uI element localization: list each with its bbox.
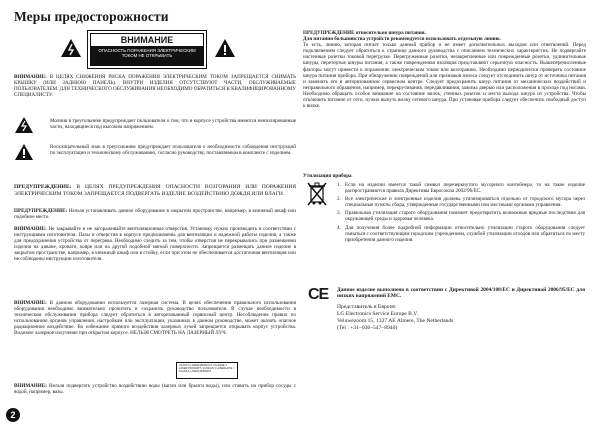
warning-box-body: ОПАСНОСТЬ ПОРАЖЕНИЯ ЭЛЕКТРИЧЕСКИМ ТОКОМ НЕ ОТКРЫВАТЬ	[90, 47, 204, 66]
water-text: Нельзя подвергать устройство воздействию воды (капли или брызги воды), или ставить на прибор сосуды с водой, например, вазы.	[14, 383, 296, 396]
rep-company: LG Electronics Service Europe B.V.	[337, 311, 418, 317]
laser-label: ВНИМАНИЕ:	[14, 300, 47, 306]
list-item-text: Для получения более подробной информации относительно утилизации старого оборудования следует связаться с соответствующим городским учреждением, службой утилизации отходов или обратиться по месту приобретения данного изделия.	[345, 224, 585, 243]
power-cord-paragraph	[303, 30, 586, 109]
warning2-label: ПРЕДУПРЕЖДЕНИЕ:	[14, 208, 68, 214]
ventilation-paragraph	[14, 226, 296, 263]
rep-title: Представитель в Европе:	[337, 304, 397, 310]
warning-label: ПРЕДУПРЕЖДЕНИЕ:	[14, 184, 72, 190]
water-label: ВНИМАНИЕ:	[14, 383, 47, 389]
representative-block	[337, 304, 585, 332]
list-item: 1. Если на изделии имеется такой символ перечеркнутого мусорного контейнера, то на такое изделие распространяются правила Директивы Евросоюза 2002/96/EC.	[337, 182, 585, 195]
warning-box	[87, 30, 207, 69]
water-paragraph	[14, 383, 296, 395]
list-item: 3. Правильная утилизация старого оборудования поможет предотвратить возможные вредные последствия для окружающей среды и здоровья человека.	[337, 210, 585, 223]
exclamation-triangle-icon	[214, 38, 236, 58]
disposal-list	[337, 182, 585, 245]
rep-address: Veluwezoom 15, 1327 AE Almere, The Netherlands	[337, 318, 454, 324]
attention-text: В ЦЕЛЯХ СНИЖЕНИЯ РИСКА ПОРАЖЕНИЯ ЭЛЕКТРИЧЕСКИМ ТОКОМ ЗАПРЕЩАЕТСЯ СНИМАТЬ КРЫШКУ (ИЛИ ЗАДНЮЮ ПАНЕЛЬ). ВНУТРИ ИЗДЕЛИЯ ОТСУТСТВУЮТ ЧАСТИ, ОБСЛУЖИВАЕМЫЕ ПОЛЬЗОВАТЕЛЕМ. ДЛЯ ТЕХНИЧЕСКОГО ОБСЛУЖИВАНИЯ НЕОБХОДИМО ОБРАТИТЬСЯ К КВАЛИФИЦИРОВАННОМУ СПЕЦИАЛИСТУ.	[14, 74, 296, 99]
lightning-triangle-icon	[60, 38, 82, 58]
rep-phone: (Tel : +31–036–547–8940)	[337, 325, 398, 331]
lightning-paragraph: Молния в треугольнике предупреждает пользователя о том, что в корпусе устройства имеются неизолированные части, находящиеся под высоким напряжением.	[50, 118, 296, 131]
ventilation-text: Не закрывайте и не загораживайте вентиляционные отверстия. Установку нужно производить в соответствии с инструкциями изготовителя. Пазы и отверстия в корпусе предназначены для вентиляции и надежной работы изделия, а также для предохранения устройства от перегрева. Необходимо следить за тем, чтобы отверстия не перекрывались при размещении изделия на диване, кровати, ковре или на другой подобной мягкой поверхности. Запрещается размещать данное изделие в закрытом пространстве, например, в книжный шкаф или в стойку, если при этом не обеспечивается достаточная вентиляция или не соблюдены инструкции изготовителя.	[14, 226, 296, 263]
page-number: 2	[6, 408, 20, 422]
lightning-triangle-icon-small	[14, 116, 34, 134]
warning-text: В ЦЕЛЯХ ПРЕДУПРЕЖДЕНИЯ ОПАСНОСТИ ВОЗГОРАНИЯ ИЛИ ПОРАЖЕНИЯ ЭЛЕКТРИЧЕСКИМ ТОКОМ ЗАПРЕЩАЕТСЯ ПОДВЕРГАТЬ ИЗДЕЛИЕ ВОЗДЕЙСТВИЮ ДОЖДЯ ИЛИ ВЛАГИ.	[14, 184, 297, 197]
list-item-text: Правильная утилизация старого оборудования поможет предотвратить возможные вредные последствия для окружающей среды и здоровья человека.	[345, 210, 585, 223]
list-item: 4. Для получения более подробной информации относительно утилизации старого оборудования следует связаться с соответствующим городским учреждением, службой утилизации отходов или обратиться по месту приобретения данного изделия.	[337, 224, 585, 243]
power-cord-label: ПРЕДУПРЕЖДЕНИЕ относительно шнура питания.	[303, 30, 426, 36]
list-item-text: Если на изделии имеется такой символ перечеркнутого мусорного контейнера, то на такое изделие распространяются правила Директивы Евросоюза 2002/96/EC.	[345, 182, 585, 195]
laser-paragraph	[14, 300, 296, 337]
warning2-text: Нельзя устанавливать данное оборудование в закрытом пространстве, например, в книжный шкаф или подобное место.	[14, 208, 296, 221]
disposal-title: Утилизация прибора	[303, 173, 352, 179]
warning-paragraph	[14, 184, 296, 197]
ventilation-label: ВНИМАНИЕ:	[14, 226, 47, 232]
list-item: 2. Все электрические и электронные изделия должны утилизироваться отдельно от городского мусора через специальные пункты сбора, утвержденные государственными или местными органами управления.	[337, 196, 585, 209]
page-title: Меры предосторожности	[14, 9, 169, 24]
exclaim-paragraph: Восклицательный знак в треугольнике предупреждает пользователя о необходимости соблюдения инструкций по эксплуатации и техническому обслуживанию, согласно руководству, поставляемым в комплекте с изделием.	[50, 144, 296, 157]
power-cord-sub: Для питания большинства устройств рекомендуется использовать отдельную линию.	[303, 36, 501, 43]
exclamation-triangle-icon-small	[14, 143, 34, 161]
power-cord-text: То есть, линию, которая питает только данный прибор и не имеет дополнительных выходов или ответвлений. Перед подключением следует обратиться к странице данного руководства с описанием технических характеристик. Не подвергайте настенные розетки токовой перегрузке. Перегруженные розетки, незакрепленные или поврежденные розетки, удлинительные шнуры, перетертые шнуры питания, а также поврежденная изоляция представляют серьезную опасность. Вышеперечисленные факторы могут привести к поражению электрическим током или возгоранию. Необходимо периодически проверять состояние шнура питания прибора. При обнаружении повреждений или признаков износа следует отсоединить шнур от источника питания и заменить его в авторизованном сервисном центре. Следует предохранить шнур питания от механических воздействий и неправильного обращения, например, перекручивания, передавливания, зажима дверью или расположения в проходе под ногами. Необходимо обращать особое внимание на состояние вилок, стенных розеток и места выхода шнура из устройства. Чтобы отключить питание от сети, нужно вынуть вилку сетевого шнура. При установке прибора следует обеспечить свободный доступ к вилке.	[303, 42, 586, 110]
ce-text: Данное изделие выполнено в соответствии с Директивой 2004/108/EC и Директивой 2006/95/EC для низких напряжений EMC.	[337, 287, 585, 300]
attention-label: ВНИМАНИЕ:	[14, 74, 47, 80]
warning2-paragraph	[14, 208, 296, 220]
warning-box-header: ВНИМАНИЕ	[90, 33, 204, 47]
crossed-bin-icon	[306, 181, 328, 207]
list-item-text: Все электрические и электронные изделия должны утилизироваться отдельно от городского мусора через специальные пункты сбора, утвержденные государственными или местными органами управления.	[345, 196, 585, 209]
laser-class-label: CLASS 1 LASER PRODUCT / KLASSE 1 LASER PRODUKT / LUOKAN 1 LASERLAITE / KLASS 1 LASER APPARAT	[176, 362, 238, 379]
ce-mark: CE	[308, 286, 329, 303]
attention-paragraph	[14, 74, 296, 98]
laser-text: В данном оборудовании используется лазерная система. В целях обеспечения правильного использования оборудования необходимо внимательно прочитать и сохранить руководство пользователя. В случае необходимости в техническом обслуживании прибора следует обратиться в авторизованный сервисный центр. Несоблюдение правил по использованию органов управления, настройкам или эксплуатации, указанных в данном руководстве, может оказать опасное радиационное воздействие. Во избежание прямого воздействия лазерных лучей запрещается открывать корпус устройства. Видимое лазерное излучение при открытом корпусе. НЕЛЬЗЯ СМОТРЕТЬ НА ЛАЗЕРНЫЙ ЛУЧ.	[14, 300, 296, 337]
